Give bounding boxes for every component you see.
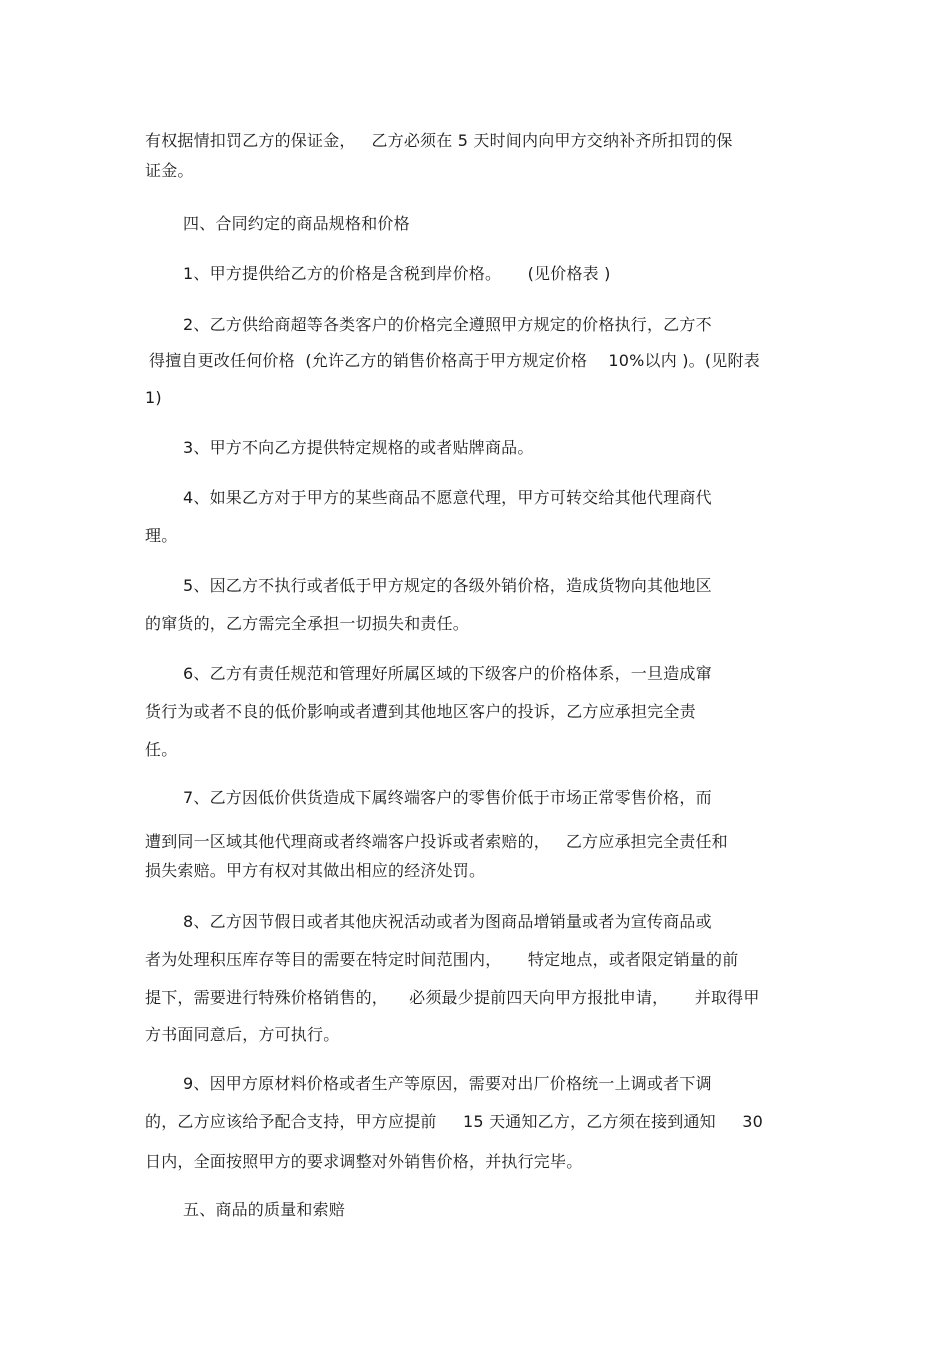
text-line: 日内，全面按照甲方的要求调整对外销售价格，并执行完毕。 [145,1152,583,1171]
clause-2: 2、乙方供给商超等各类客户的价格完全遵照甲方规定的价格执行，乙方不 [183,315,712,334]
text-line: 货行为或者不良的低价影响或者遭到其他地区客户的投诉，乙方应承担完全责 [145,702,696,721]
section-heading-five: 五、商品的质量和索赔 [183,1200,346,1219]
text-line: 方书面同意后，方可执行。 [145,1025,340,1044]
text-line: 遭到同一区域其他代理商或者终端客户投诉或者索赔的， 乙方应承担完全责任和 [145,832,728,851]
text-line: 任。 [145,740,178,759]
text-line: 的窜货的，乙方需完全承担一切损失和责任。 [145,614,470,633]
clause-3: 3、甲方不向乙方提供特定规格的或者贴牌商品。 [183,438,534,457]
text-line: 的，乙方应该给予配合支持，甲方应提前 15 天通知乙方，乙方须在接到通知 30 [145,1112,764,1131]
text-line: 1) [145,388,162,407]
clause-4: 4、如果乙方对于甲方的某些商品不愿意代理，甲方可转交给其他代理商代 [183,488,712,507]
text-line: 得擅自更改任何价格 (允许乙方的销售价格高于甲方规定价格 10%以内 )。(见附表 [149,351,760,370]
clause-1: 1、甲方提供给乙方的价格是含税到岸价格。 (见价格表 ) [183,264,611,283]
section-heading-four: 四、合同约定的商品规格和价格 [183,214,410,233]
clause-7: 7、乙方因低价供货造成下属终端客户的零售价低于市场正常零售价格，而 [183,788,712,807]
text-line: 者为处理积压库存等目的需要在特定时间范围内， 特定地点，或者限定销量的前 [145,950,739,969]
text-line: 有权据情扣罚乙方的保证金， 乙方必须在 5 天时间内向甲方交纳补齐所扣罚的保 [145,131,733,150]
text-line: 提下，需要进行特殊价格销售的， 必须最少提前四天向甲方报批申请， 并取得甲 [145,988,760,1007]
clause-8: 8、乙方因节假日或者其他庆祝活动或者为图商品增销量或者为宣传商品或 [183,912,712,931]
clause-5: 5、因乙方不执行或者低于甲方规定的各级外销价格，造成货物向其他地区 [183,576,712,595]
clause-9: 9、因甲方原材料价格或者生产等原因，需要对出厂价格统一上调或者下调 [183,1074,712,1093]
text-line: 证金。 [145,161,194,180]
text-line: 损失索赔。甲方有权对其做出相应的经济处罚。 [145,861,486,880]
text-line: 理。 [145,526,178,545]
clause-6: 6、乙方有责任规范和管理好所属区域的下级客户的价格体系，一旦造成窜 [183,664,712,683]
